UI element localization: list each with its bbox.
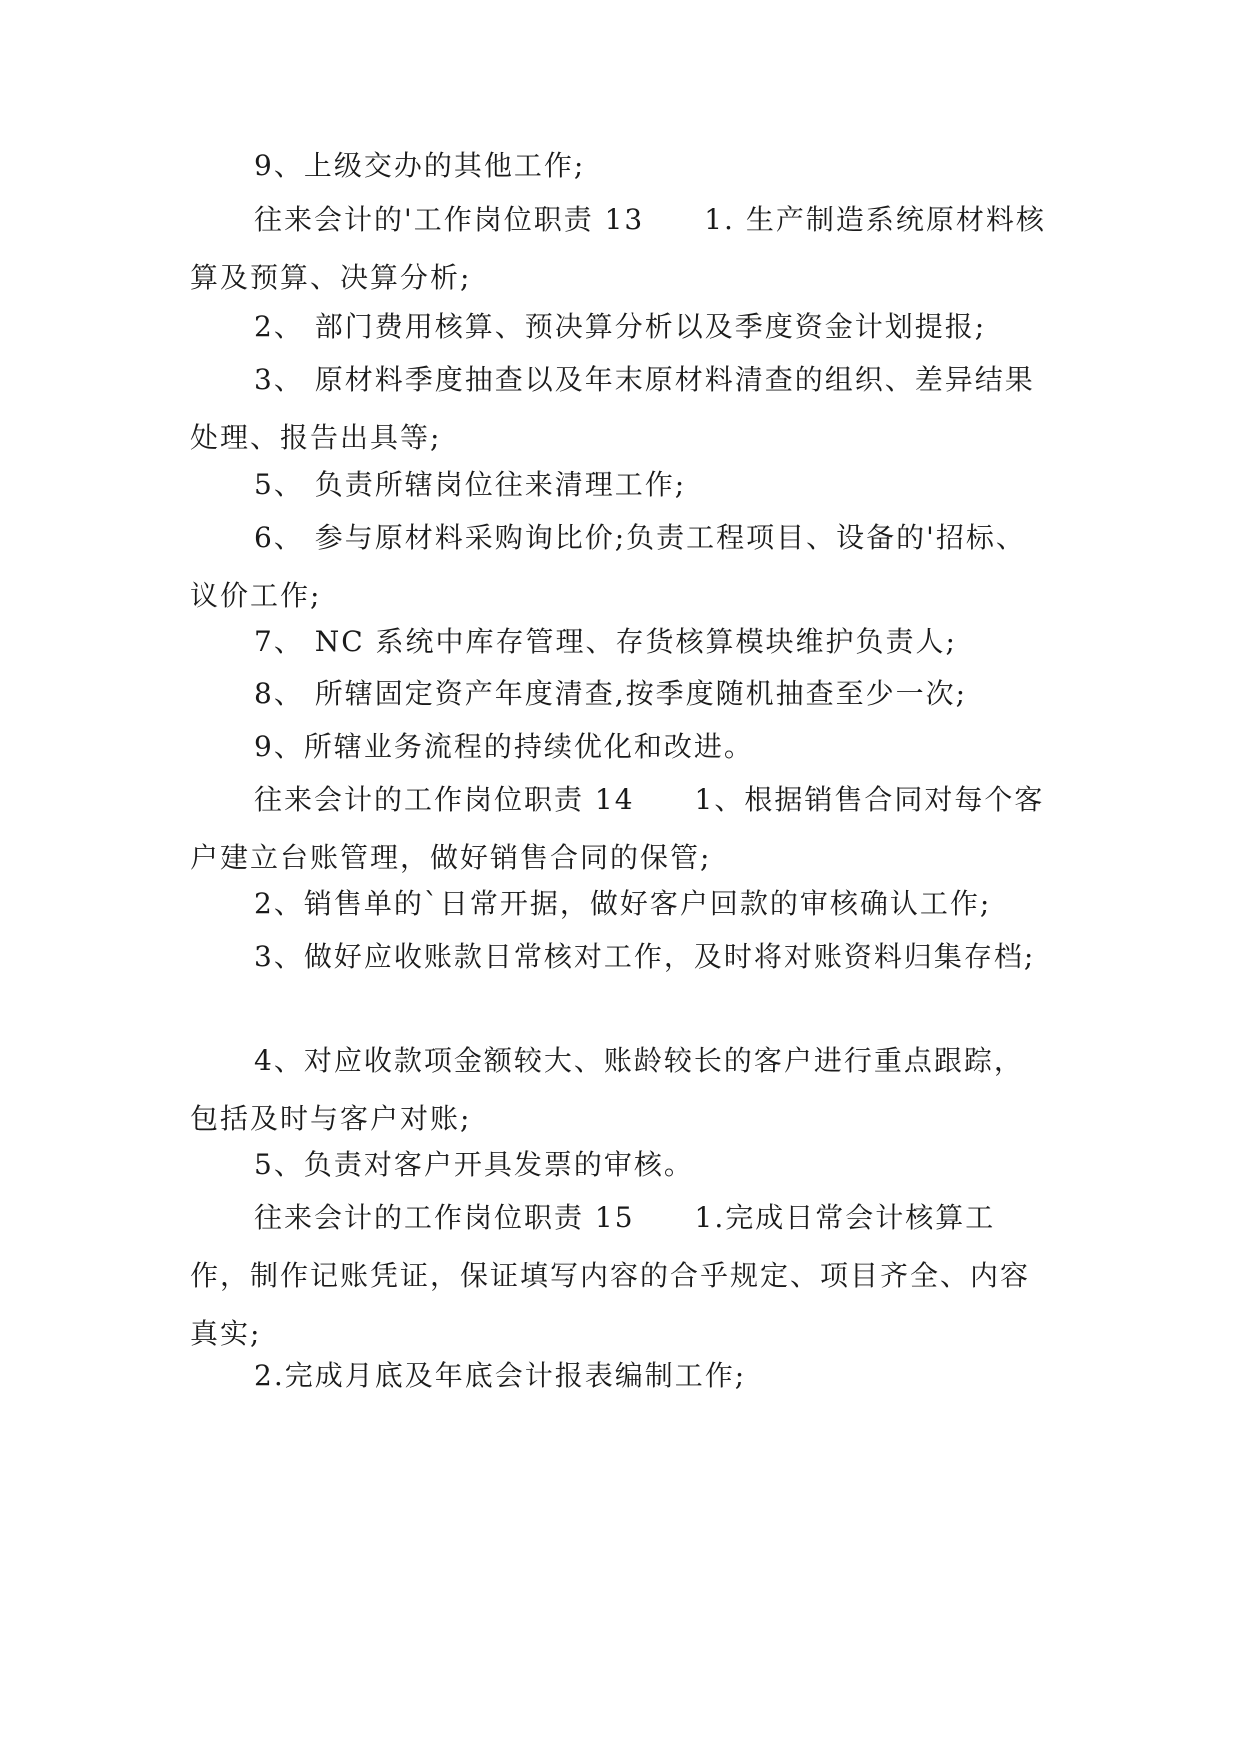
paragraph: 7、 NC 系统中库存管理、存货核算模块维护负责人;: [254, 625, 957, 658]
paragraph: 4、对应收款项金额较大、账龄较长的客户进行重点跟踪，包括及时与客户对账;: [190, 1044, 1024, 1135]
paragraph: 9、所辖业务流程的持续优化和改进。: [254, 730, 754, 763]
paragraph: 3、做好应收账款日常核对工作，及时将对账资料归集存档;: [254, 940, 1036, 973]
paragraph: 5、负责对客户开具发票的审核。: [254, 1148, 694, 1181]
paragraph: 往来会计的工作岗位职责 14 1、根据销售合同对每个客户建立台账管理，做好销售合同的保管;: [190, 783, 1045, 874]
paragraph: 8、 所辖固定资产年度清查,按季度随机抽查至少一次;: [254, 677, 968, 710]
paragraph: 2、销售单的`日常开据，做好客户回款的审核确认工作;: [254, 887, 992, 920]
paragraph: 往来会计的工作岗位职责 15 1.完成日常会计核算工作，制作记账凭证，保证填写内容的合乎规定、项目齐全、内容真实;: [190, 1201, 1031, 1350]
paragraph: 2、 部门费用核算、预决算分析以及季度资金计划提报;: [254, 310, 987, 343]
paragraph: 3、 原材料季度抽查以及年末原材料清查的组织、差异结果处理、报告出具等;: [190, 363, 1035, 454]
paragraph: 往来会计的'工作岗位职责 13 1. 生产制造系统原材料核算及预算、决算分析;: [190, 203, 1046, 294]
paragraph: 2.完成月底及年底会计报表编制工作;: [254, 1359, 747, 1392]
paragraph: 5、 负责所辖岗位往来清理工作;: [254, 468, 687, 501]
paragraph: 9、上级交办的其他工作;: [254, 149, 586, 182]
paragraph: 6、 参与原材料采购询比价;负责工程项目、设备的'招标、议价工作;: [190, 521, 1026, 612]
